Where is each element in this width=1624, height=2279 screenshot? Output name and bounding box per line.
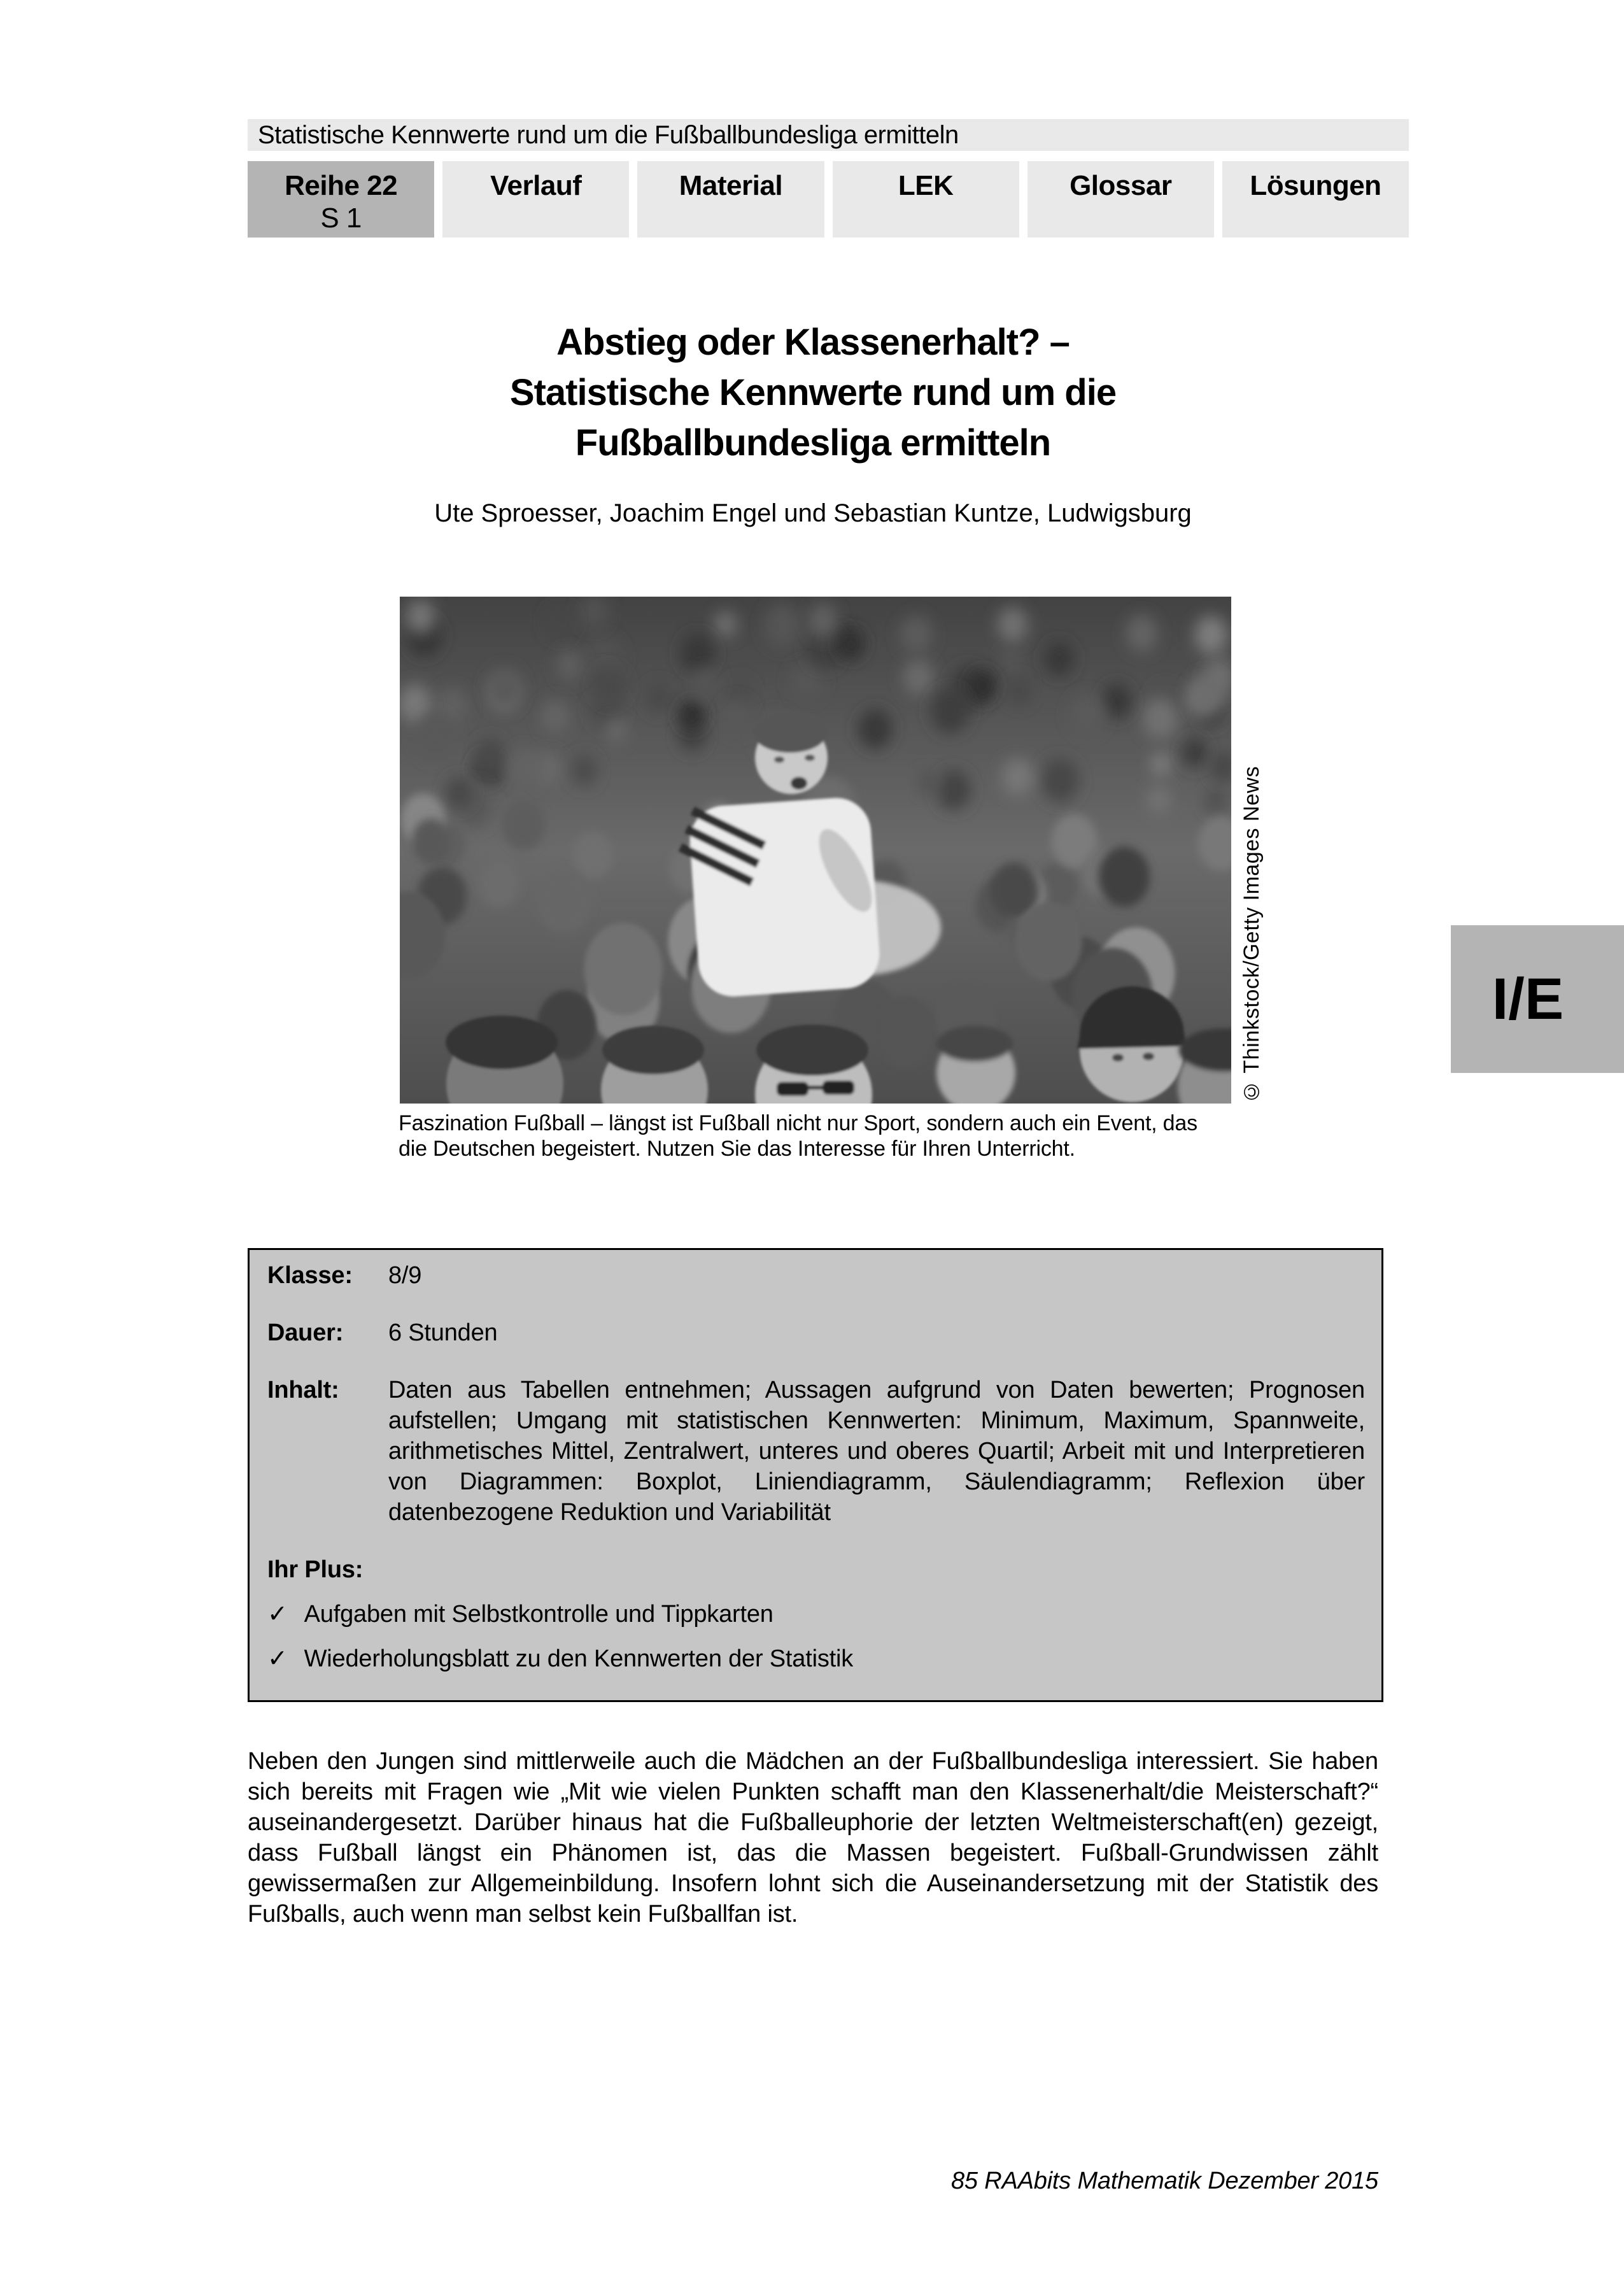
plus-heading: Ihr Plus: xyxy=(267,1556,364,1583)
running-header: Statistische Kennwerte rund um die Fußballbundesliga ermitteln xyxy=(248,119,1409,151)
info-box xyxy=(248,1248,1383,1702)
info-label: Dauer: xyxy=(267,1319,344,1346)
info-label: Inhalt: xyxy=(267,1377,339,1403)
info-row-dauer xyxy=(267,1317,1365,1348)
crowd-photo xyxy=(400,597,1231,1104)
plus-item-text: Wiederholungsblatt zu den Kennwerten der Statistik xyxy=(304,1645,854,1672)
tab-reihe[interactable] xyxy=(248,161,434,238)
tab-reihe-label: Reihe 22 xyxy=(285,170,398,201)
page-title xyxy=(248,317,1378,468)
photo-credit-text: © Thinkstock/Getty Images News xyxy=(1239,765,1264,1104)
check-icon: ✓ xyxy=(267,1645,288,1672)
info-row-inhalt xyxy=(267,1375,1365,1528)
title-line-1: Abstieg oder Klassenerhalt? – xyxy=(556,322,1070,363)
info-value: 8/9 xyxy=(388,1262,422,1289)
tab-loesungen-label: Lösungen xyxy=(1250,170,1381,201)
section-marker xyxy=(1451,925,1624,1073)
authors-line: Ute Sproesser, Joachim Engel und Sebastian Kuntze, Ludwigsburg xyxy=(434,499,1192,527)
plus-item-text: Aufgaben mit Selbstkontrolle und Tippkarten xyxy=(304,1601,773,1628)
plus-item xyxy=(267,1644,1365,1674)
tab-bar xyxy=(248,161,1409,238)
tab-verlauf-label: Verlauf xyxy=(490,170,582,201)
tab-glossar[interactable] xyxy=(1027,161,1214,238)
tab-loesungen[interactable] xyxy=(1222,161,1409,238)
photo-credit xyxy=(1238,597,1266,1104)
tab-lek[interactable] xyxy=(833,161,1019,238)
tab-material-label: Material xyxy=(679,170,783,201)
tab-lek-label: LEK xyxy=(898,170,954,201)
check-icon: ✓ xyxy=(267,1601,288,1628)
tab-reihe-sublabel: S 1 xyxy=(320,202,362,234)
title-line-2: Statistische Kennwerte rund um die xyxy=(509,372,1117,413)
title-line-3: Fußballbundesliga ermitteln xyxy=(575,422,1051,464)
info-label: Klasse: xyxy=(267,1262,353,1289)
plus-item xyxy=(267,1599,1365,1629)
crowd-photo-graphic xyxy=(400,597,1231,1104)
intro-paragraph: Neben den Jungen sind mittlerweile auch die Mädchen an der Fußballbundesliga interessiert. Sie haben sich bereits mit Fragen wie „Mit wie vielen Punkten schafft man den Klassenerhalt/die Meisterschaft?“ auseinandergesetzt. Darüber hinaus hat die Fußballeuphorie der letzten Weltmeisterschaft(en) gezeigt, dass Fußball längst ein Phänomen ist, das die Massen begeistert. Fußball-Grundwissen zählt gewissermaßen zur Allgemeinbildung. Insofern lohnt sich die Auseinandersetzung mit der Statistik des Fußballs, auch wenn man selbst kein Fußballfan ist. xyxy=(248,1748,1378,1928)
info-value: 6 Stunden xyxy=(388,1319,498,1346)
section-marker-label: I/E xyxy=(1492,966,1564,1032)
photo-caption: Faszination Fußball – längst ist Fußball nicht nur Sport, sondern auch ein Event, das die Deutschen begeistert. Nutzen Sie das Interesse für Ihren Unterricht. xyxy=(399,1111,1197,1161)
tab-material[interactable] xyxy=(637,161,824,238)
info-row-klasse xyxy=(267,1260,1365,1291)
page-footer: 85 RAAbits Mathematik Dezember 2015 xyxy=(951,2168,1378,2194)
tab-glossar-label: Glossar xyxy=(1070,170,1172,201)
tab-verlauf[interactable] xyxy=(442,161,629,238)
info-value: Daten aus Tabellen entnehmen; Aussagen aufgrund von Daten bewerten; Prognosen aufstellen; Umgang mit statistischen Kennwerten: Minimum, Maximum, Spannweite, arithmetisches Mittel, Zentralwert, unteres und oberes Quartil; Arbeit mit und Interpretieren von Diagrammen: Boxplot, Liniendiagramm, Säulendiagramm; Reflexion über datenbezogene Reduktion und Variabilität xyxy=(388,1377,1365,1526)
